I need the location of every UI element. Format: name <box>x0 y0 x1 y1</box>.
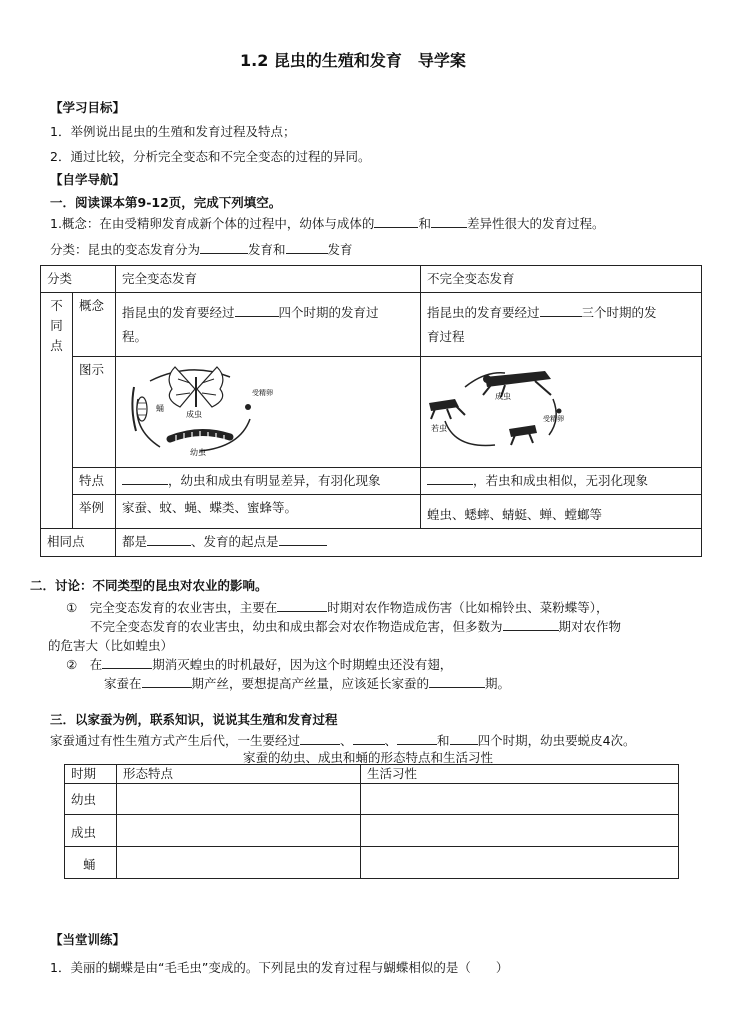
blank-9[interactable] <box>147 533 191 546</box>
blank-18[interactable] <box>397 732 437 745</box>
adult-grasshopper-icon <box>483 371 551 397</box>
header-morphology: 形态特点 <box>117 765 361 784</box>
nymph-icon <box>429 399 465 419</box>
class-text-b: 发育和 <box>248 242 286 257</box>
feature-complete: ，幼虫和成虫有明显差异，有羽化现象 <box>116 468 421 495</box>
example-incomplete: 蝗虫、蟋蟀、蜻蜓、蝉、螳螂等 <box>421 495 702 529</box>
silkworm-table <box>64 764 679 879</box>
row-adult: 成虫 <box>65 815 117 847</box>
label-egg: 受精卵 <box>252 389 274 397</box>
blank-12[interactable] <box>503 618 559 631</box>
blank-11[interactable] <box>277 599 327 612</box>
blank-1[interactable] <box>374 215 418 228</box>
discussion-line-4: ② 在 期消灭蝗虫的时机最好，因为这个时期蝗虫还没有翅， <box>66 657 453 672</box>
practice-question-1: 1．美丽的蝴蝶是由“毛毛虫”变成的。下列昆虫的发育过程与蝴蝶相似的是（ ） <box>50 960 509 975</box>
silkworm-line: 家蚕通过有性生殖方式产生后代，一生要经过 、 、 和 四个时期，幼虫要蜕皮4次。 <box>50 733 636 748</box>
label-larva: 幼虫 <box>190 448 207 457</box>
diff-label: 不 同 点 <box>41 293 73 529</box>
blank-7[interactable] <box>122 472 168 485</box>
header-complete: 完全变态发育 <box>116 266 421 293</box>
figure-complete-cell <box>116 357 421 468</box>
header-incomplete: 不完全变态发育 <box>421 266 702 293</box>
blank-13[interactable] <box>102 656 152 669</box>
discussion-line-5: 家蚕在 期产丝，要想提高产丝量，应该延长家蚕的 期。 <box>104 676 511 691</box>
feature-label: 特点 <box>73 468 116 495</box>
complete-metamorphosis-diagram <box>120 359 274 459</box>
same-content: 都是 、发育的起点是 <box>116 529 702 557</box>
concept-text-c: 差异性很大的发育过程。 <box>466 216 605 231</box>
header-habits: 生活习性 <box>361 765 679 784</box>
blank-3[interactable] <box>200 241 248 254</box>
blank-10[interactable] <box>279 533 327 546</box>
blank-2[interactable] <box>431 215 467 228</box>
blank-6[interactable] <box>540 304 582 317</box>
figure-label: 图示 <box>73 357 116 468</box>
concept-text-b: 和 <box>418 216 431 231</box>
row-adult-habits[interactable] <box>361 815 679 847</box>
label-adult: 成虫 <box>495 392 512 401</box>
concept-label: 概念 <box>73 293 116 357</box>
concept-incomplete: 指昆虫的发育要经过 三个时期的发 育过程 <box>421 293 702 357</box>
egg-icon <box>245 404 251 410</box>
nymph-small-icon <box>509 425 537 445</box>
header-class: 分类 <box>41 266 116 293</box>
silkworm-caption: 家蚕的幼虫、成虫和蛹的形态特点和生活习性 <box>243 750 494 765</box>
header-period: 时期 <box>65 765 117 784</box>
objective-1: 1．举例说出昆虫的生殖和发育过程及特点； <box>50 124 296 139</box>
class-text-c: 发育 <box>327 242 353 257</box>
discussion-title: 二．讨论：不同类型的昆虫对农业的影响。 <box>30 578 268 593</box>
row-larva-morphology[interactable] <box>117 784 361 815</box>
blank-17[interactable] <box>353 732 385 745</box>
guide-heading: 【自学导航】 <box>50 172 126 187</box>
row-larva: 幼虫 <box>65 784 117 815</box>
larva-icon <box>170 431 230 443</box>
example-label: 举例 <box>73 495 116 529</box>
practice-heading: 【当堂训练】 <box>50 932 126 947</box>
egg-icon <box>557 409 562 414</box>
same-label: 相同点 <box>41 529 116 557</box>
part1-title: 一．阅读课本第9-12页，完成下列填空。 <box>50 195 282 210</box>
objective-2: 2．通过比较，分析完全变态和不完全变态的过程的异同。 <box>50 149 371 164</box>
label-nymph: 若虫 <box>431 424 448 433</box>
row-adult-morphology[interactable] <box>117 815 361 847</box>
classification-line <box>50 240 353 258</box>
blank-16[interactable] <box>300 732 340 745</box>
discussion-line-3: 的危害大（比如蝗虫） <box>48 638 174 653</box>
blank-4[interactable] <box>286 241 328 254</box>
objectives-heading: 【学习目标】 <box>50 100 126 115</box>
label-adult: 成虫 <box>186 410 203 419</box>
discussion-line-2: 不完全变态发育的农业害虫，幼虫和成虫都会对农作物造成危害，但多数为 期对农作物 <box>90 619 622 634</box>
row-pupa-morphology[interactable] <box>117 847 361 879</box>
blank-19[interactable] <box>450 732 478 745</box>
row-larva-habits[interactable] <box>361 784 679 815</box>
incomplete-metamorphosis-diagram <box>425 359 575 459</box>
concept-complete: 指昆虫的发育要经过 四个时期的发育过 程。 <box>116 293 421 357</box>
page-title: 1.2 昆虫的生殖和发育 导学案 <box>240 51 466 70</box>
label-egg: 受精卵 <box>543 415 565 423</box>
concept-line <box>50 214 604 232</box>
feature-incomplete: ，若虫和成虫相似，无羽化现象 <box>421 468 702 495</box>
row-pupa: 蛹 <box>65 847 117 879</box>
blank-14[interactable] <box>142 675 192 688</box>
class-text-a: 分类：昆虫的变态发育分为 <box>50 242 201 257</box>
row-pupa-habits[interactable] <box>361 847 679 879</box>
concept-text-a: 1.概念：在由受精卵发育成新个体的过程中，幼体与成体的 <box>50 216 375 231</box>
blank-5[interactable] <box>235 304 279 317</box>
silkworm-title: 三．以家蚕为例，联系知识，说说其生殖和发育过程 <box>50 712 338 727</box>
comparison-table <box>40 265 702 557</box>
blank-8[interactable] <box>427 472 473 485</box>
label-pupa: 蛹 <box>156 404 165 413</box>
blank-15[interactable] <box>429 675 485 688</box>
discussion-line-1: ① 完全变态发育的农业害虫，主要在 时期对农作物造成伤害（比如棉铃虫、菜粉蝶等）， <box>66 600 609 615</box>
cycle-arrow <box>445 421 495 446</box>
figure-incomplete-cell <box>421 357 702 468</box>
butterfly-icon <box>169 367 223 407</box>
example-complete: 家蚕、蚊、蝇、蝶类、蜜蜂等。 <box>116 495 421 529</box>
